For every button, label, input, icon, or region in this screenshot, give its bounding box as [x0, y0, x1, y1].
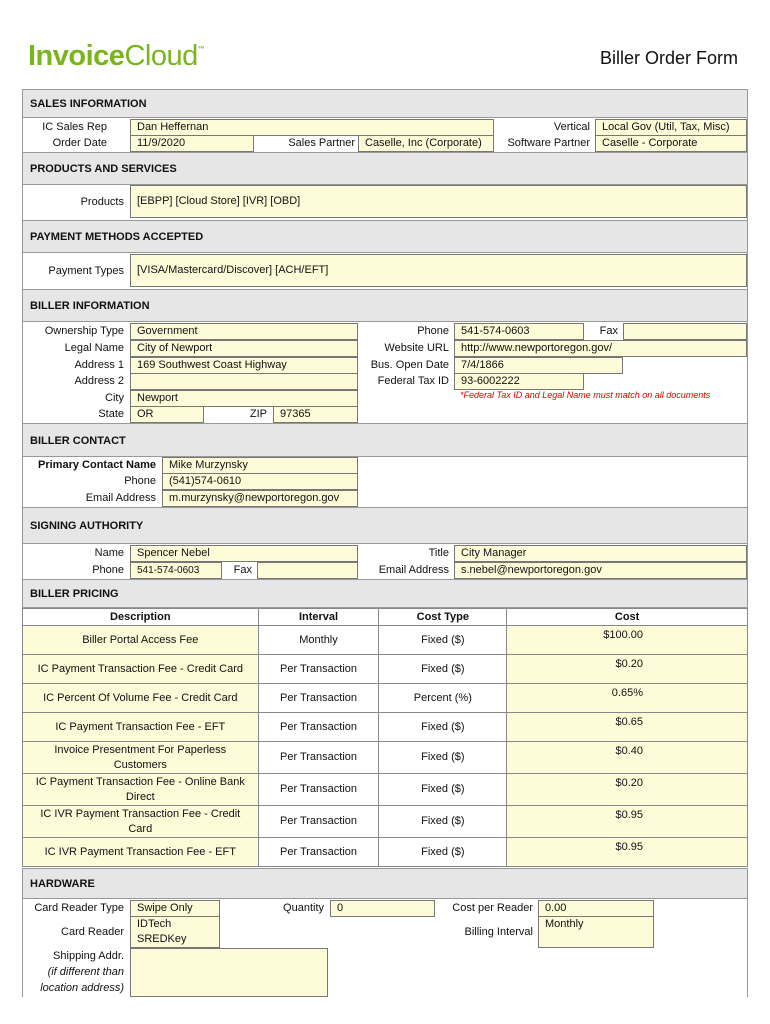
federal-tax-id-label: Federal Tax ID [377, 375, 449, 387]
biller-phone-label: Phone [417, 325, 449, 337]
pricing-row [23, 713, 748, 742]
payment-types-field[interactable]: [VISA/Mastercard/Discover] [ACH/EFT] [130, 254, 747, 287]
software-partner-field[interactable]: Caselle - Corporate [595, 135, 747, 152]
legal-name-field[interactable]: City of Newport [130, 340, 358, 357]
website-url-field[interactable]: http://www.newportoregon.gov/ [454, 340, 747, 357]
biller-fax-label: Fax [599, 325, 618, 337]
biller-phone-field[interactable]: 541-574-0603 [454, 323, 584, 340]
software-partner-label: Software Partner [507, 137, 590, 149]
signing-email-field[interactable]: s.nebel@newportoregon.gov [454, 562, 747, 579]
shipping-addr-label: Shipping Addr. [53, 950, 124, 962]
pricing-interval: Monthly [258, 626, 379, 655]
pricing-row [23, 684, 748, 713]
zip-label: ZIP [249, 408, 267, 420]
pricing-interval: Per Transaction [258, 655, 379, 684]
pricing-description: IC IVR Payment Transaction Fee - EFT [23, 838, 259, 867]
shipping-addr-note-1: (if different than [47, 966, 124, 978]
pricing-description: IC Payment Transaction Fee - Credit Card [23, 655, 259, 684]
pricing-cost-type: Fixed ($) [379, 742, 507, 774]
primary-contact-field[interactable]: Mike Murzynsky [162, 457, 358, 474]
pricing-description: IC Payment Transaction Fee - Online Bank Direct [23, 774, 259, 806]
pricing-interval: Per Transaction [258, 806, 379, 838]
card-reader-type-field[interactable]: Swipe Only [130, 900, 220, 917]
biller-fax-field[interactable] [623, 323, 747, 340]
pricing-row [23, 774, 748, 806]
pricing-cost[interactable]: 0.65% [507, 684, 748, 713]
state-field[interactable]: OR [130, 406, 204, 423]
section-payment-methods: PAYMENT METHODS ACCEPTED [22, 220, 748, 253]
payment-types-label: Payment Types [48, 265, 124, 277]
sales-partner-field[interactable]: Caselle, Inc (Corporate) [358, 135, 494, 152]
federal-tax-id-field[interactable]: 93-6002222 [454, 373, 584, 390]
ic-sales-rep-label: IC Sales Rep [42, 121, 107, 133]
ic-sales-rep-field[interactable]: Dan Heffernan [130, 119, 494, 136]
pricing-cost-type: Fixed ($) [379, 655, 507, 684]
section-products-services: PRODUCTS AND SERVICES [22, 152, 748, 185]
cost-per-reader-label: Cost per Reader [452, 902, 533, 914]
pricing-cost-type: Fixed ($) [379, 713, 507, 742]
col-description: Description [23, 609, 259, 626]
billing-interval-field[interactable]: Monthly [538, 916, 654, 948]
contact-email-label: Email Address [85, 492, 156, 504]
website-url-label: Website URL [384, 342, 449, 354]
pricing-description: Biller Portal Access Fee [23, 626, 259, 655]
section-biller-pricing: BILLER PRICING [22, 579, 748, 608]
quantity-label: Quantity [283, 902, 324, 914]
col-cost: Cost [507, 609, 748, 626]
shipping-addr-field[interactable] [130, 948, 328, 997]
pricing-cost[interactable]: $0.65 [507, 713, 748, 742]
signing-name-label: Name [94, 547, 124, 559]
section-sales-information: SALES INFORMATION [22, 89, 748, 118]
signing-fax-label: Fax [233, 564, 252, 576]
pricing-cost-type: Fixed ($) [379, 838, 507, 867]
city-field[interactable]: Newport [130, 390, 358, 407]
pricing-cost[interactable]: $0.95 [507, 806, 748, 838]
pricing-table [22, 608, 748, 867]
signing-title-label: Title [428, 547, 449, 559]
section-biller-contact: BILLER CONTACT [22, 423, 748, 457]
order-date-field[interactable]: 11/9/2020 [130, 135, 254, 152]
signing-title-field[interactable]: City Manager [454, 545, 747, 562]
card-reader-field[interactable] [130, 916, 220, 948]
primary-contact-label: Primary Contact Name [38, 459, 156, 471]
card-reader-label: Card Reader [61, 926, 124, 938]
pricing-row [23, 742, 748, 774]
state-label: State [98, 408, 124, 420]
shipping-addr-note-2: location address) [40, 982, 124, 994]
pricing-row [23, 806, 748, 838]
page-title: Biller Order Form [599, 48, 738, 68]
pricing-interval: Per Transaction [258, 684, 379, 713]
pricing-description: IC Payment Transaction Fee - EFT [23, 713, 259, 742]
pricing-cost[interactable]: $0.95 [507, 838, 748, 867]
signing-phone-label: Phone [92, 564, 124, 576]
signing-email-label: Email Address [378, 564, 449, 576]
pricing-cost[interactable]: $100.00 [507, 626, 748, 655]
signing-phone-field[interactable]: 541-574-0603 [130, 562, 222, 579]
section-signing-authority: SIGNING AUTHORITY [22, 507, 748, 544]
vertical-label: Vertical [553, 121, 590, 133]
products-field[interactable]: [EBPP] [Cloud Store] [IVR] [OBD] [130, 185, 747, 218]
tax-id-note: *Federal Tax ID and Legal Name must match on all documents [460, 390, 711, 400]
pricing-row [23, 626, 748, 655]
pricing-row [23, 838, 748, 867]
cost-per-reader-field[interactable]: 0.00 [538, 900, 654, 917]
ownership-type-label: Ownership Type [44, 325, 124, 337]
pricing-description: IC Percent Of Volume Fee - Credit Card [23, 684, 259, 713]
pricing-cost[interactable]: $0.20 [507, 655, 748, 684]
section-biller-information: BILLER INFORMATION [22, 289, 748, 322]
card-reader-line-1: IDTech [137, 918, 172, 930]
pricing-cost-type: Fixed ($) [379, 806, 507, 838]
bus-open-date-label: Bus. Open Date [370, 359, 449, 371]
billing-interval-label: Billing Interval [464, 926, 533, 938]
contact-email-field[interactable]: m.murzynsky@newportoregon.gov [162, 490, 358, 507]
signing-fax-field[interactable] [257, 562, 358, 579]
pricing-cost[interactable]: $0.40 [507, 742, 748, 774]
vertical-field[interactable]: Local Gov (Util, Tax, Misc) [595, 119, 747, 136]
bus-open-date-field[interactable]: 7/4/1866 [454, 357, 623, 374]
pricing-interval: Per Transaction [258, 713, 379, 742]
pricing-row [23, 655, 748, 684]
pricing-description: Invoice Presentment For Paperless Customers [23, 742, 259, 774]
contact-phone-field[interactable]: (541)574-0610 [162, 473, 358, 490]
section-hardware: HARDWARE [22, 868, 748, 899]
signing-name-field[interactable]: Spencer Nebel [130, 545, 358, 562]
pricing-cost[interactable]: $0.20 [507, 774, 748, 806]
card-reader-line-2: SREDKey [137, 933, 187, 945]
legal-name-label: Legal Name [64, 342, 124, 354]
pricing-interval: Per Transaction [258, 838, 379, 867]
city-label: City [105, 392, 124, 404]
order-date-label: Order Date [52, 137, 107, 149]
address-1-field[interactable]: 169 Southwest Coast Highway [130, 357, 358, 374]
pricing-interval: Per Transaction [258, 742, 379, 774]
pricing-cost-type: Fixed ($) [379, 774, 507, 806]
address-1-label: Address 1 [74, 359, 124, 371]
pricing-cost-type: Fixed ($) [379, 626, 507, 655]
address-2-field[interactable] [130, 373, 358, 390]
quantity-field[interactable]: 0 [330, 900, 435, 917]
products-label: Products [80, 196, 124, 208]
contact-phone-label: Phone [124, 475, 156, 487]
ownership-type-field[interactable]: Government [130, 323, 358, 340]
zip-field[interactable]: 97365 [273, 406, 358, 423]
card-reader-type-label: Card Reader Type [34, 902, 124, 914]
col-cost-type: Cost Type [379, 609, 507, 626]
invoicecloud-logo: InvoiceCloud™ [28, 40, 205, 72]
pricing-description: IC IVR Payment Transaction Fee - Credit Card [23, 806, 259, 838]
pricing-cost-type: Percent (%) [379, 684, 507, 713]
pricing-interval: Per Transaction [258, 774, 379, 806]
sales-partner-label: Sales Partner [288, 137, 355, 149]
col-interval: Interval [258, 609, 379, 626]
address-2-label: Address 2 [74, 375, 124, 387]
